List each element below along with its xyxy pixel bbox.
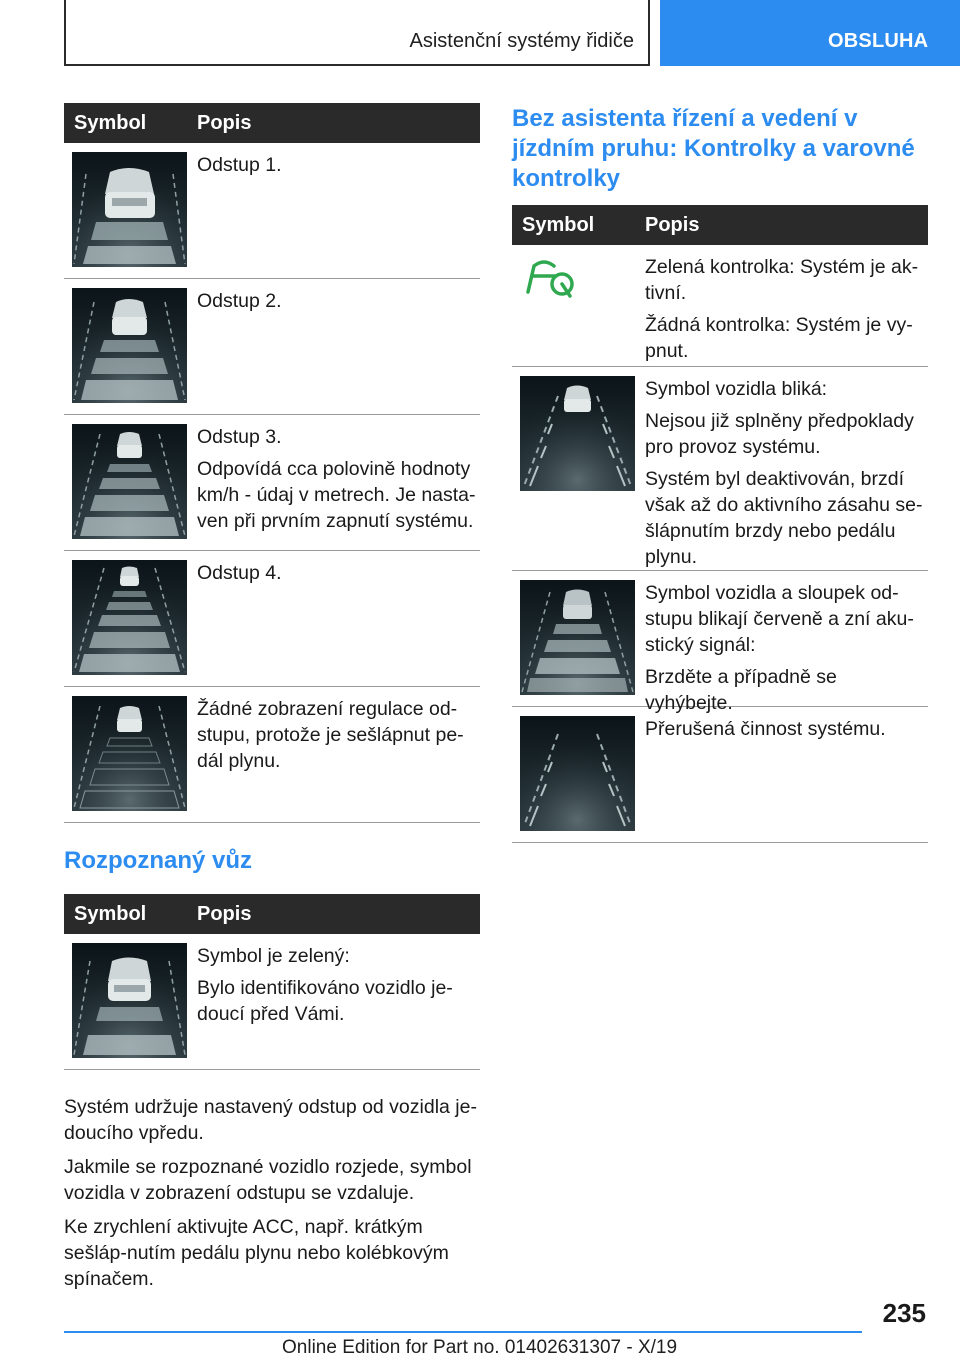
row-text: Odstup 3. [197,426,282,448]
row-description [645,580,924,722]
row-text: Žádné zobrazení regulace od-stupu, protože je sešlápnut pe-dál plynu. [197,698,464,772]
page-number: 235 [882,1298,926,1328]
col-desc-header: Popis [645,214,700,236]
col-symbol-header: Symbol [74,903,147,925]
chapter-title: Asistenční systémy řidiče [409,30,634,52]
table-row [64,687,480,823]
footer-divider [64,1331,862,1333]
table-row [64,551,480,687]
col-desc-header: Popis [197,903,252,925]
distance-2-image [72,288,187,403]
row-description [645,254,924,370]
no-distance-image [72,696,187,811]
col-symbol-header: Symbol [522,214,595,236]
row-text: Brzděte a případně se vyhýbejte. [645,666,837,714]
recognized-heading: Rozpoznaný vůz [64,847,253,874]
row-description [197,288,476,320]
row-text: Symbol je zelený: [197,945,350,967]
col-desc-header: Popis [197,112,252,134]
section-tab-label: OBSLUHA [828,30,929,52]
table-row [64,279,480,415]
table-row [512,707,928,843]
row-text: Žádná kontrolka: Systém je vy-pnut. [645,314,913,362]
row-text: Přerušená činnost systému. [645,718,886,740]
table-row [64,143,480,279]
col-symbol-header: Symbol [74,112,147,134]
row-description [197,424,476,540]
recognized-vehicle-image [72,943,187,1058]
row-text: Bylo identifikováno vozidlo je-doucí před Vámi. [197,977,453,1025]
distance-4-image [72,560,187,675]
row-description [645,716,924,748]
table-row [64,934,480,1070]
row-description [197,943,476,1033]
interrupted-image [520,716,635,831]
recognized-table [64,894,480,1070]
table-header [64,103,480,143]
row-description [197,560,476,592]
row-text: Nejsou již splněny předpoklady pro provoz systému. [645,410,914,458]
vehicle-blinking-image [520,376,635,491]
section-tab[interactable] [660,0,960,66]
row-description [197,696,476,780]
paragraph: Ke zrychlení aktivujte ACC, např. krátkým sešláp-nutím pedálu plynu nebo kolébkovým spínačem. [64,1216,449,1290]
distance-1-image [72,152,187,267]
table-row [512,367,928,571]
distance-table [64,103,480,823]
paragraph: Jakmile se rozpoznané vozidlo rozjede, symbol vozidla v zobrazení odstupu se vzdaluje. [64,1156,472,1204]
vehicle-red-bars-image [520,580,635,695]
paragraph: Systém udržuje nastavený odstup od vozidla je-doucího vpředu. [64,1096,477,1144]
row-text: Systém byl deaktivován, brzdí však až do aktivního zásahu se-šlápnutím brzdy nebo pedálu plynu. [645,468,923,568]
distance-3-image [72,424,187,539]
row-text: Odstup 4. [197,562,282,584]
row-description [197,152,476,184]
row-text: Odpovídá cca polovině hodnoty km/h - údaj v metrech. Je nasta-ven při prvním zapnutí systému. [197,458,476,532]
row-description [645,376,924,576]
row-text: Symbol vozidla a sloupek od-stupu blikají červeně a zní aku-stický signál: [645,582,914,656]
row-text: Symbol vozidla bliká: [645,378,828,400]
table-row [512,571,928,714]
row-text: Odstup 1. [197,154,282,176]
steering-assist-icon [520,254,635,314]
right-section-heading: Bez asistenta řízení a vedení v jízdním pruhu: Kontrolky a varovné kontrolky [512,105,915,192]
table-header [512,205,928,245]
header-frame [64,0,650,66]
table-row [512,245,928,367]
row-text: Odstup 2. [197,290,282,312]
edition-note: Online Edition for Part no. 01402631307 - X/19 [282,1337,678,1358]
table-header [64,894,480,934]
table-row [64,415,480,551]
body-text [64,1094,480,1300]
indicator-table [512,205,928,843]
row-text: Zelená kontrolka: Systém je ak-tivní. [645,256,919,304]
